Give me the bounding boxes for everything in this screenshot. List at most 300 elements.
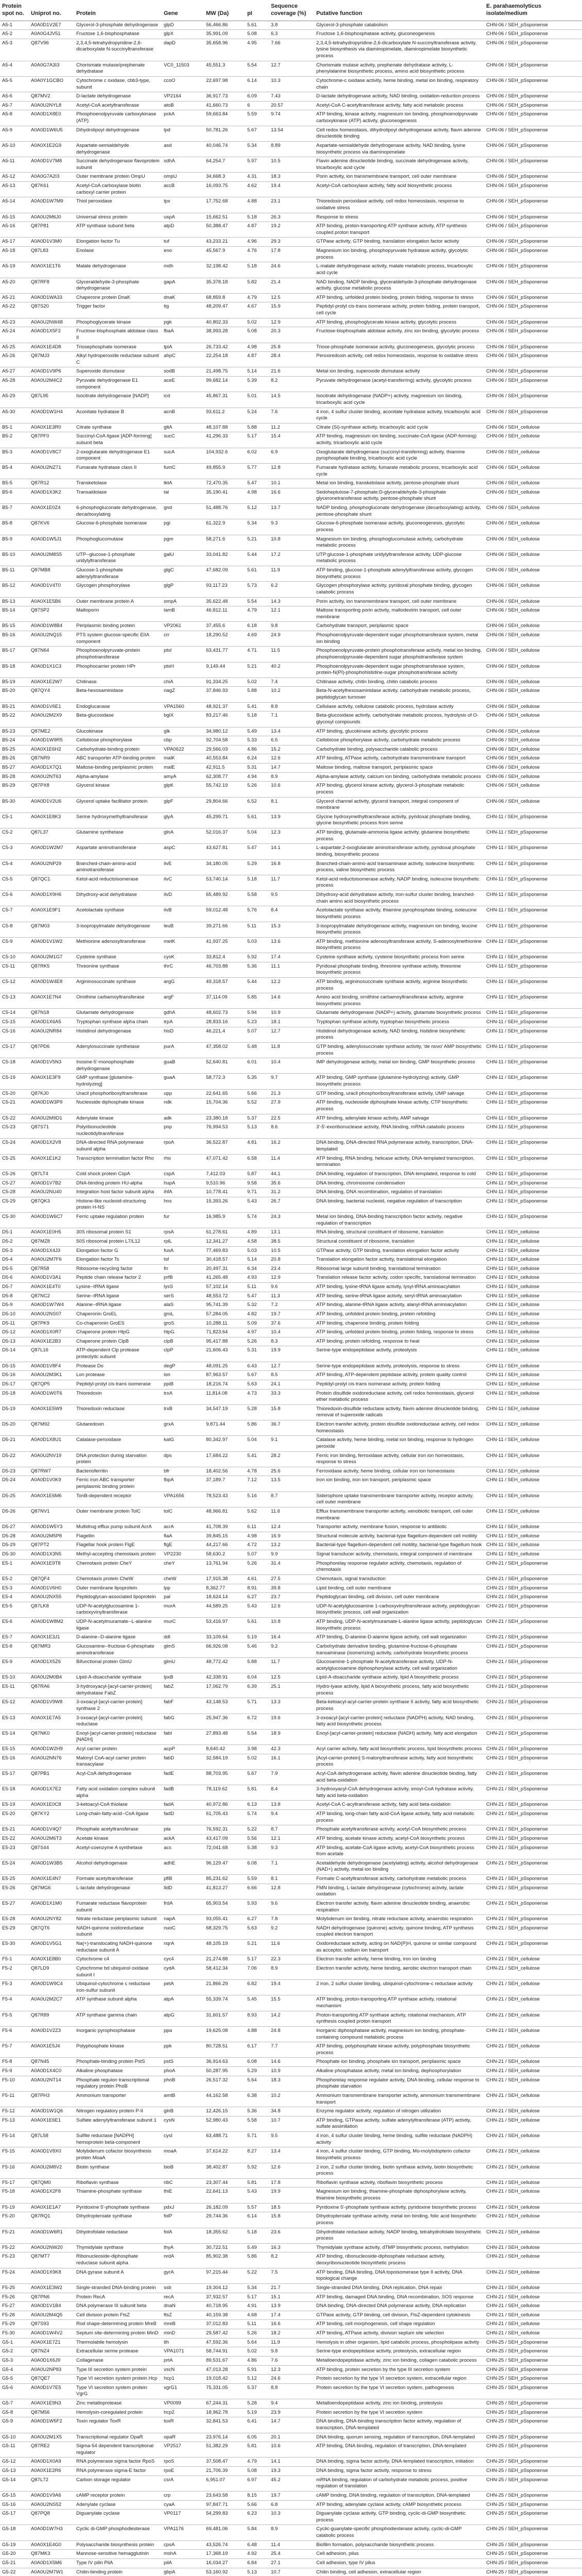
cell-uniprot-no: Q87PF0: [31, 433, 49, 439]
table-row: [0, 1532, 582, 1541]
cell-protein: Mannose-sensitive hemagglutinin: [76, 2551, 149, 2557]
cell-isolate-medium: CHN-21 / SEH_cellulose: [486, 2179, 540, 2185]
cell-gene: trxA: [164, 1390, 173, 1396]
cell-mw: 36,917.73: [206, 93, 228, 99]
cell-spot-no: B5-29: [2, 783, 15, 789]
table-row: [0, 1541, 582, 1550]
cell-pi: 5.39: [247, 378, 257, 383]
cell-coverage: 10.1: [271, 480, 281, 486]
cell-spot-no: C5-18: [2, 1059, 15, 1065]
cell-gene: fabZ: [164, 1684, 174, 1689]
cell-gene: degP: [164, 1363, 176, 1369]
cell-protein: Alanine--tRNA ligase: [76, 1302, 122, 1308]
cell-coverage: 8.2: [271, 378, 278, 383]
cell-spot-no: D5-3: [2, 1247, 13, 1253]
cell-pi: 4.31: [247, 174, 257, 180]
cell-protein: Polysaccharide biosynthesis protein: [76, 2541, 155, 2548]
cell-isolate-medium: CHN-21 / SEH_pSsponense: [486, 1603, 548, 1609]
table-row: [0, 1884, 582, 1899]
table-row: [0, 745, 582, 754]
cell-uniprot-no: A0A0D1W5F2: [31, 2418, 62, 2425]
cell-mw: 22,641.65: [206, 1090, 228, 1096]
cell-pi: 5.02: [247, 2348, 257, 2354]
cell-coverage: 31.2: [271, 1189, 281, 1195]
cell-uniprot-no: Q87NV1: [31, 1508, 50, 1514]
cell-mw: 21,274.88: [206, 1956, 228, 1962]
cell-spot-no: D5-24: [2, 1477, 15, 1483]
table-row: [0, 828, 582, 844]
cell-isolate-medium: CHN-21 / SEH_pSsponense: [486, 1643, 548, 1649]
cell-gene: gltA: [164, 424, 173, 430]
cell-protein: NADH-quinone oxidoreductase subunit: [76, 1925, 144, 1938]
cell-spot-no: D5-4: [2, 1257, 13, 1263]
cell-uniprot-no: A0A0X1E2B3: [31, 1338, 61, 1344]
cell-mw: 87,963.57: [206, 1372, 228, 1378]
cell-mw: 7,412.03: [206, 1171, 225, 1177]
cell-spot-no: F5-12: [2, 2108, 15, 2114]
cell-protein: L-lactate dehydrogenase: [76, 1885, 130, 1891]
cell-mw: 42,911.5: [206, 765, 225, 770]
column-header-protein: Protein: [74, 0, 162, 21]
cell-protein: 2-oxoglutarate dehydrogenase E1 component: [76, 449, 150, 462]
cell-putative-function: 4 iron, 4 sulfur cluster binding, heme binding, sulfite reductase (NADPH) activity: [316, 2133, 473, 2145]
cell-isolate-medium: CHN-21 / SEH_cellulose: [486, 2303, 540, 2309]
cell-coverage: 45.2: [271, 2477, 281, 2483]
cell-mw: 51,382.29: [206, 2443, 228, 2449]
cell-isolate-medium: CHN-21 / SEH_cellulose: [486, 1996, 540, 2003]
cell-putative-function: ATP binding, D-alanine-D-alanine ligase activity, cell wall organization: [316, 1634, 467, 1640]
cell-spot-no: F5-20: [2, 2213, 15, 2219]
table-row: [0, 622, 582, 631]
cell-coverage: 9.4: [271, 2400, 278, 2406]
table-row: [0, 1574, 582, 1584]
cell-gene: trpA: [164, 1019, 173, 1025]
cell-protein: Phosphocarrier protein HPr: [76, 663, 136, 669]
cell-putative-function: Carbohydrate derivative binding, glutamine-fructose-6-phosphate transaminase (isomerizing) activity, carbohydrate biosynthetic process: [316, 1643, 468, 1656]
cell-gene: ompA: [164, 598, 177, 604]
cell-spot-no: E5-14: [2, 1730, 15, 1736]
cell-isolate-medium: CHN-11 / SEH_pSsponense: [486, 1028, 548, 1034]
cell-isolate-medium: CHN-06 / SEH_cellulose: [486, 688, 540, 694]
cell-spot-no: C5-28: [2, 1189, 15, 1195]
cell-protein: Chitin-binding protein: [76, 2569, 123, 2575]
cell-coverage: 18.5: [271, 2204, 281, 2210]
cell-mw: 72,041.68: [206, 1844, 228, 1851]
table-row: [0, 875, 582, 890]
cell-pi: 5.59: [247, 1876, 257, 1882]
cell-gene: fusA: [164, 1247, 174, 1253]
table-row: [0, 2491, 582, 2500]
cell-pi: 8.93: [247, 2012, 257, 2018]
cell-isolate-medium: CHN-11 / SEH_cellulose: [486, 1257, 540, 1263]
cell-isolate-medium: CHN-21 / SEH_pSsponense: [486, 1585, 548, 1591]
cell-mw: 18,216.74: [206, 1381, 228, 1387]
cell-protein: Isocitrate dehydrogenase [NADP]: [76, 393, 149, 399]
cell-spot-no: E5-25: [2, 1876, 15, 1882]
cell-pi: 5.91: [247, 2366, 257, 2372]
cell-protein: RNA polymerase sigma factor RpoS: [76, 2459, 155, 2465]
cell-spot-no: G5-18: [2, 2526, 16, 2532]
cell-spot-no: E5-2: [2, 1575, 13, 1582]
cell-pi: 5.34: [247, 142, 257, 148]
cell-pi: 6.39: [247, 1684, 257, 1689]
table-row: [0, 1642, 582, 1657]
cell-putative-function: Acetyl-CoA carboxylase activity, fatty acid biosynthetic process: [316, 183, 452, 189]
cell-protein: 30S ribosomal protein S1: [76, 1229, 131, 1235]
cell-coverage: 13.1: [271, 1229, 281, 1235]
cell-protein: Septum site-determining protein MinD: [76, 2330, 159, 2336]
cell-spot-no: F5-24: [2, 2269, 15, 2275]
cell-mw: 43,417.09: [206, 1835, 228, 1841]
cell-protein: Phosphoenolpyruvate-protein phosphotransferase: [76, 648, 141, 660]
cell-isolate-medium: CHN-21 / SEH_cellulose: [486, 2229, 540, 2235]
cell-uniprot-no: A0A0U2M1X5: [31, 2434, 62, 2440]
cell-putative-function: Lipid-A-disaccharide synthase activity, lipid A biosynthetic process: [316, 1674, 459, 1681]
cell-putative-function: Single-stranded DNA binding, DNA replication, DNA repair: [316, 2284, 442, 2291]
cell-isolate-medium: CHN-06 / SEH_cellulose: [486, 489, 540, 495]
cell-gene: alaS: [164, 1302, 174, 1308]
cell-coverage: 14.7: [271, 765, 281, 770]
cell-protein: Elongation factor G: [76, 1247, 118, 1253]
cell-protein: Integration host factor subunit alpha: [76, 1189, 155, 1195]
cell-uniprot-no: A0A0U2M8V2: [31, 2164, 62, 2170]
cell-mw: 13,761.94: [206, 1560, 228, 1566]
cell-gene: tuf: [164, 239, 169, 245]
cell-isolate-medium: CHN-11 / SEH_pSsponense: [486, 1090, 548, 1096]
cell-putative-function: Response to stress: [316, 214, 358, 220]
cell-mw: 51,488.76: [206, 505, 228, 511]
cell-uniprot-no: A0A0D1W3P9: [31, 1099, 63, 1106]
cell-gene: ptsI: [164, 648, 172, 654]
table-row: [0, 1310, 582, 1319]
cell-gene: ppa: [164, 2027, 172, 2033]
cell-spot-no: D5-17: [2, 1381, 15, 1387]
cell-putative-function: Pyruvate dehydrogenase (acetyl-transferring) activity, glycolytic process: [316, 378, 472, 383]
table-row: [0, 126, 582, 141]
cell-coverage: 10.3: [271, 77, 281, 83]
cell-spot-no: B5-26: [2, 755, 15, 761]
cell-putative-function: ATP binding, proton-transporting ATP synthase activity, rotational mechanism: [316, 1996, 457, 2009]
table-row: [0, 647, 582, 662]
cell-pi: 5.08: [247, 31, 257, 37]
cell-isolate-medium: CHN-21 / SEH_pSsponense: [486, 1594, 548, 1600]
cell-mw: 43,526.74: [206, 2541, 228, 2548]
cell-coverage: 12.9: [271, 1275, 281, 1281]
cell-gene: lpd: [164, 127, 170, 133]
cell-isolate-medium: CHN-11 / SEH_cellulose: [486, 1293, 540, 1299]
cell-isolate-medium: CHN-21 / SEH_cellulose: [486, 2059, 540, 2065]
table-row: [0, 1825, 582, 1835]
cell-coverage: 19.4: [271, 183, 281, 189]
cell-spot-no: F5-2: [2, 1965, 12, 1971]
cell-coverage: 9.6: [271, 1284, 278, 1290]
cell-mw: 48,107.88: [206, 424, 228, 430]
cell-putative-function: Histidinol dehydrogenase activity, NAD binding, histidine biosynthetic process: [316, 1028, 466, 1041]
cell-spot-no: D5-6: [2, 1275, 13, 1281]
cell-pi: 5.73: [247, 583, 257, 589]
cell-putative-function: DNA binding, DNA-directed DNA polymerase activity, DNA replication: [316, 2303, 466, 2309]
cell-coverage: 8.7: [271, 1826, 278, 1833]
cell-spot-no: A5-16: [2, 223, 15, 229]
table-row: [0, 1058, 582, 1074]
cell-pi: 5.13: [247, 2569, 257, 2575]
cell-mw: 41,813.27: [206, 1885, 228, 1891]
cell-isolate-medium: CHN-21 / SEH_pSsponense: [486, 1730, 548, 1736]
table-row: [0, 2058, 582, 2067]
cell-pi: 5.18: [247, 214, 257, 220]
cell-putative-function: Ferroxidase activity, heme binding, cellular iron ion homeostasis: [316, 1468, 455, 1474]
cell-putative-function: ATP binding, glycerol kinase activity, glycerol-3-phosphate metabolic process: [316, 783, 465, 795]
cell-coverage: 10.3: [271, 2511, 281, 2517]
cell-putative-function: Phosphorelay response regulator activity, chemotaxis, regulation of chemotaxis: [316, 1560, 461, 1573]
cell-pi: 7.06: [247, 1965, 257, 1971]
cell-pi: 5.56: [247, 1835, 257, 1841]
cell-isolate-medium: CHN-21 / SEH_pSsponense: [486, 1786, 548, 1792]
cell-spot-no: E5-26: [2, 1885, 15, 1891]
cell-mw: 56,466.86: [206, 22, 228, 28]
cell-pi: 5.32: [247, 1302, 257, 1308]
cell-mw: 58,772.3: [206, 1075, 225, 1081]
table-row: [0, 173, 582, 182]
cell-gene: napA: [164, 1916, 176, 1922]
table-row: [0, 1246, 582, 1256]
cell-spot-no: B5-16: [2, 632, 15, 638]
cell-mw: 88,703.95: [206, 1770, 228, 1776]
cell-isolate-medium: CHN-21 / SEH_pSsponense: [486, 1674, 548, 1681]
table-row: [0, 1264, 582, 1274]
cell-coverage: 16.2: [271, 1140, 281, 1146]
table-row: [0, 1859, 582, 1874]
cell-uniprot-no: A0A0X1E7Z1: [31, 2339, 61, 2345]
cell-gene: guaA: [164, 1075, 176, 1081]
cell-spot-no: B5-23: [2, 728, 15, 734]
cell-putative-function: Maltose binding, maltose transport, periplasmic space: [316, 765, 433, 770]
cell-coverage: 22.3: [271, 1956, 281, 1962]
cell-pi: 6.66: [247, 1885, 257, 1891]
table-row: [0, 977, 582, 993]
cell-coverage: 15.1: [271, 2294, 281, 2300]
cell-mw: 40,718.95: [206, 2303, 228, 2309]
cell-coverage: 8.4: [271, 907, 278, 913]
cell-mw: 52,980.43: [206, 2117, 228, 2123]
table-row: [0, 1745, 582, 1754]
cell-isolate-medium: CHN-06 / SEH_pSsponense: [486, 142, 548, 148]
cell-putative-function: Peroxiredoxin activity, cell redox homeostasis, response to oxidative stress: [316, 353, 478, 359]
cell-coverage: 7.1: [271, 713, 278, 719]
cell-isolate-medium: CHN-11 / SEH_pSsponense: [486, 994, 548, 1001]
cell-coverage: 12.1: [271, 607, 281, 614]
cell-protein: 50S ribosomal protein L7/L12: [76, 1238, 141, 1244]
cell-protein: Outer membrane protein OmpU: [76, 174, 145, 180]
cell-uniprot-no: A0A0D1W7H3: [31, 2526, 63, 2532]
cell-mw: 15,393.26: [206, 1198, 228, 1204]
cell-uniprot-no: A0A0U2M1G7: [31, 954, 63, 960]
cell-coverage: 44.1: [271, 1171, 281, 1177]
cell-spot-no: G5-4: [2, 2366, 13, 2372]
cell-protein: Citrate synthase: [76, 424, 112, 430]
cell-coverage: 10.6: [271, 2443, 281, 2449]
cell-isolate-medium: CHN-21 / SEH_pSsponense: [486, 1811, 548, 1817]
cell-mw: 37,614.22: [206, 2148, 228, 2155]
cell-protein: Acetate kinase: [76, 1835, 109, 1841]
cell-uniprot-no: A0A0U2NT63: [31, 773, 61, 779]
cell-mw: 58,271.6: [206, 536, 225, 542]
cell-protein: Succinyl-CoA ligase [ADP-forming] subunit beta: [76, 433, 152, 446]
table-row: [0, 432, 582, 448]
cell-isolate-medium: CHN-11 / SEH_cellulose: [486, 1284, 540, 1290]
cell-isolate-medium: CHN-21 / SEH_pSsponense: [486, 1770, 548, 1776]
cell-mw: 93,611.2: [206, 409, 225, 415]
cell-coverage: 12.4: [271, 1524, 281, 1530]
cell-coverage: 14.2: [271, 2012, 281, 2018]
cell-protein: Sigma-54 dependent transcriptional regulator: [76, 2443, 153, 2455]
cell-isolate-medium: CHN-11 / SEH_pSsponense: [486, 963, 548, 969]
cell-uniprot-no: Q87QM0: [31, 2179, 51, 2185]
cell-putative-function: Cellobiose phosphorylase activity, carbohydrate metabolic process: [316, 737, 460, 743]
cell-gene: ndk: [164, 1099, 172, 1106]
cell-isolate-medium: CHN-21 / SEH_cellulose: [486, 1981, 540, 1987]
cell-coverage: 14.1: [271, 2459, 281, 2465]
cell-protein: Polyphosphate kinase: [76, 2043, 124, 2049]
cell-gene: glk: [164, 728, 170, 734]
cell-uniprot-no: A0A0X1E8K3: [31, 814, 61, 820]
cell-isolate-medium: CHN-11 / SEH_pSsponense: [486, 954, 548, 960]
cell-putative-function: Carbohydrate binding, polysaccharide catabolic process: [316, 746, 438, 752]
cell-putative-function: Pyridoxal phosphate binding, threonine synthase activity, threonine biosynthetic process: [316, 963, 461, 976]
cell-uniprot-no: A0A0X1E4G0: [31, 2541, 62, 2548]
cell-isolate-medium: CHN-06 / SEH_pSsponense: [486, 328, 548, 334]
table-row: [0, 110, 582, 126]
cell-mw: 57,102.14: [206, 1284, 228, 1290]
cell-protein: Transketolase: [76, 480, 107, 486]
cell-isolate-medium: CHN-06 / SEH_cellulose: [486, 449, 540, 455]
cell-spot-no: C5-11: [2, 963, 15, 969]
cell-putative-function: 3-isopropylmalate dehydrogenase activity, magnesium ion binding, leucine biosynthetic process: [316, 923, 477, 936]
cell-gene: acnB: [164, 409, 175, 415]
table-row: [0, 392, 582, 408]
cell-putative-function: DNA binding, DNA-directed RNA polymerase activity, transcription, DNA-templated: [316, 1140, 474, 1152]
cell-pi: 5.43: [247, 1603, 257, 1609]
cell-mw: 61,705.43: [206, 1811, 228, 1817]
cell-gene: hcp1: [164, 2376, 175, 2382]
cell-spot-no: B5-20: [2, 688, 15, 694]
cell-gene: rpsA: [164, 1229, 174, 1235]
table-row: [0, 2076, 582, 2091]
cell-uniprot-no: Q87PN6: [31, 2294, 50, 2300]
cell-uniprot-no: A0A0X1E3W2: [31, 2284, 62, 2291]
cell-spot-no: E5-22: [2, 1835, 15, 1841]
cell-spot-no: C5-19: [2, 1075, 15, 1081]
cell-coverage: 20.3: [271, 328, 281, 334]
table-row: [0, 1584, 582, 1593]
cell-mw: 12,426.15: [206, 2108, 228, 2114]
cell-uniprot-no: A0A0D1V5G1: [31, 1941, 62, 1946]
cell-pi: 5.04: [247, 1437, 257, 1443]
cell-uniprot-no: A0A0X1E3J1: [31, 1634, 60, 1640]
cell-protein: Acetyl-CoA acetyltransferase: [76, 102, 139, 108]
cell-isolate-medium: CHN-21 / SEH_pSsponense: [486, 1900, 548, 1906]
cell-protein: DNA polymerase III subunit beta: [76, 2303, 147, 2309]
cell-pi: 5.43: [247, 2189, 257, 2195]
cell-spot-no: D5-15: [2, 1363, 15, 1369]
cell-putative-function: Beta-ketoacyl-acyl-carrier-protein synthase II activity, fatty acid biosynthetic process: [316, 1699, 479, 1711]
table-row: [0, 1404, 582, 1420]
cell-protein: Thiol peroxidase: [76, 198, 112, 205]
cell-coverage: 25.1: [271, 1684, 281, 1689]
cell-spot-no: F5-11: [2, 2092, 15, 2098]
cell-uniprot-no: A0A0U2NQ15: [31, 632, 62, 638]
cell-pi: 5.52: [247, 1099, 257, 1106]
cell-pi: 5.58: [247, 892, 257, 897]
table-row: [0, 764, 582, 773]
cell-mw: 35,190.41: [206, 489, 228, 495]
cell-protein: 3-hydroxyacyl-[acyl-carrier-protein] dehydratase FabZ: [76, 1684, 152, 1696]
cell-coverage: 7.6: [271, 2357, 278, 2363]
cell-pi: 5.47: [247, 845, 257, 851]
cell-pi: 5.03: [247, 1247, 257, 1253]
cell-spot-no: A5-21: [2, 294, 15, 300]
cell-coverage: 24.9: [271, 632, 281, 638]
cell-gene: cheY: [164, 1560, 175, 1566]
cell-uniprot-no: A0A0D1V2E7: [31, 22, 61, 28]
cell-coverage: 11.9: [271, 567, 280, 573]
cell-pi: 5.47: [247, 1293, 257, 1299]
cell-isolate-medium: CHN-21 / SEH_pSsponense: [486, 1916, 548, 1922]
table-row: [0, 922, 582, 937]
table-row: [0, 1507, 582, 1522]
table-row: [0, 2417, 582, 2433]
cell-protein: Adenylosuccinate synthetase: [76, 1043, 140, 1049]
cell-spot-no: G5-16: [2, 2501, 16, 2507]
cell-gene: chiA: [164, 679, 174, 685]
cell-putative-function: Flavin adenine dinucleotide binding, succinate dehydrogenase activity, tricarboxylic acid cycle: [316, 158, 469, 171]
cell-putative-function: ATP binding, argininosuccinate synthase activity, arginine biosynthetic process: [316, 978, 468, 991]
cell-coverage: 9.5: [271, 2133, 278, 2139]
cell-gene: ftsZ: [164, 2312, 172, 2318]
cell-spot-no: B5-6: [2, 489, 13, 495]
cell-mw: 18,624.14: [206, 1594, 228, 1600]
cell-uniprot-no: Q87MJ3: [31, 353, 49, 359]
table-row: [0, 844, 582, 859]
cell-mw: 55,339.74: [206, 1996, 228, 2003]
cell-coverage: 29.3: [271, 239, 281, 245]
cell-coverage: 28.2: [271, 1452, 281, 1459]
cell-isolate-medium: CHN-21 / SEH_pSsponense: [486, 1844, 548, 1851]
cell-uniprot-no: A0A0X1E0C8: [31, 1802, 61, 1808]
cell-isolate-medium: CHN-11 / SEH_pSsponense: [486, 907, 548, 913]
cell-coverage: 6.3: [271, 31, 278, 37]
cell-gene: acrA: [164, 1524, 174, 1530]
cell-coverage: 12.9: [271, 319, 281, 325]
cell-protein: Chemotaxis protein CheW: [76, 1575, 133, 1582]
cell-uniprot-no: Q87M03: [31, 923, 50, 929]
cell-spot-no: D5-25: [2, 1493, 15, 1499]
cell-mw: 48,921.37: [206, 703, 228, 709]
cell-spot-no: C5-9: [2, 938, 13, 944]
cell-spot-no: G5-22: [2, 2569, 16, 2575]
cell-putative-function: ATP binding, ribonucleoside-diphosphate reductase activity, deoxyribonucleotide biosynthetic process: [316, 2253, 446, 2266]
cell-gene: gnd: [164, 505, 172, 511]
cell-isolate-medium: CHN-11 / SEH_cellulose: [486, 1542, 540, 1548]
cell-gene: flaA: [164, 1533, 173, 1539]
cell-isolate-medium: CHN-11 / SEH_cellulose: [486, 1329, 540, 1335]
cell-pi: 5.45: [247, 1996, 257, 2003]
cell-isolate-medium: CHN-06 / SEH_cellulose: [486, 703, 540, 709]
cell-mw: 29,744.36: [206, 2213, 228, 2219]
cell-mw: 95,741.39: [206, 1302, 228, 1308]
table-row: [0, 727, 582, 736]
cell-isolate-medium: CHN-06 / SEH_pSsponense: [486, 263, 548, 269]
